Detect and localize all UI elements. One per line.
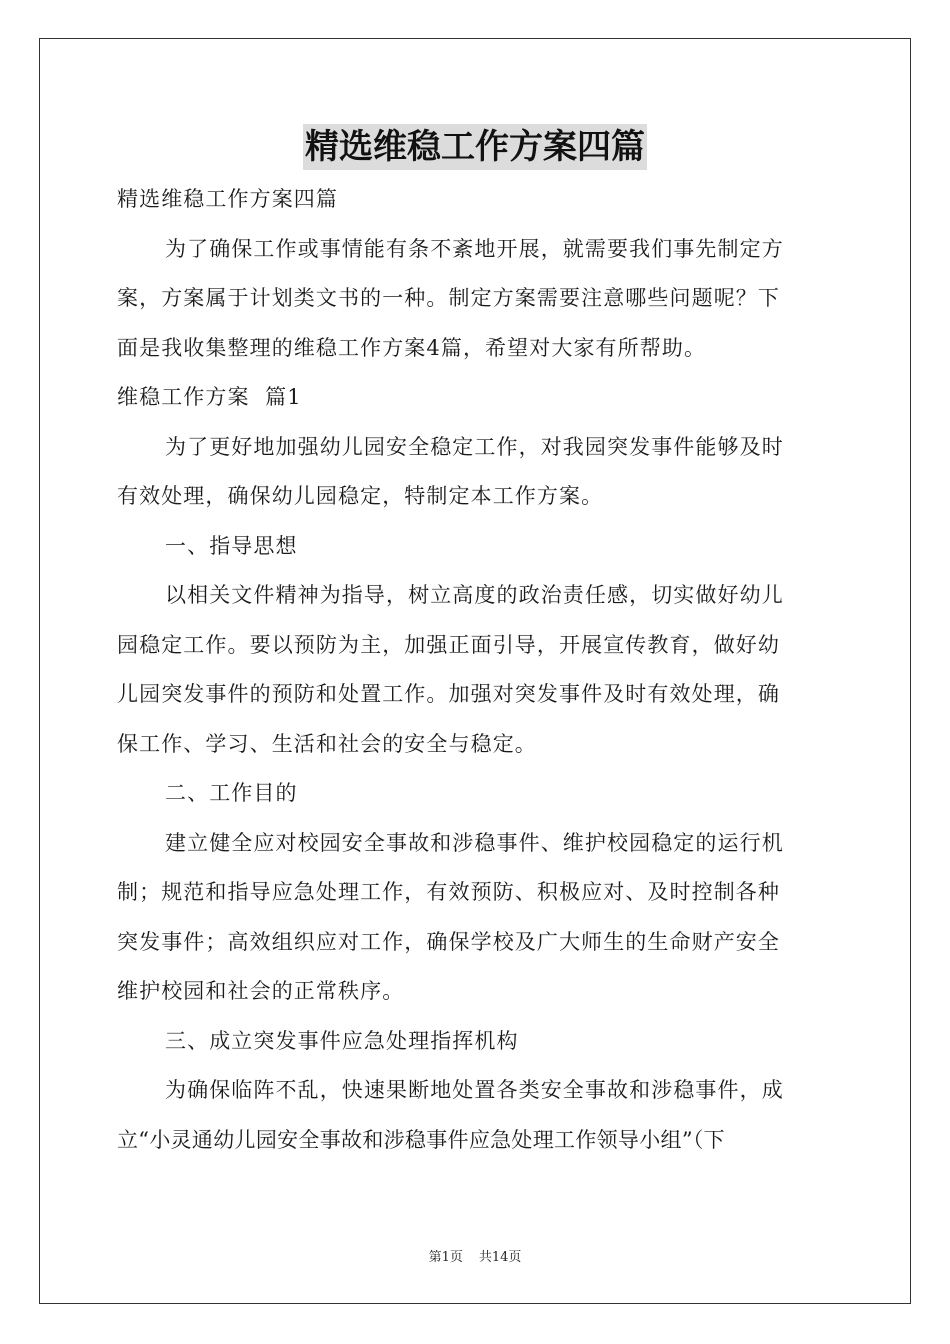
body-line: 面是我收集整理的维稳工作方案4篇，希望对大家有所帮助。 [117, 335, 707, 360]
page-total: 共14页 [478, 1250, 522, 1265]
page-number: 第1页 [428, 1250, 463, 1265]
body-line: 为确保临阵不乱，快速果断地处置各类安全事故和涉稳事件，成 [165, 1078, 784, 1102]
subsection-heading: 一、指导思想 [165, 533, 298, 558]
body-line: 立“小灵通幼儿园安全事故和涉稳事件应急处理工作领导小组”（下 [117, 1127, 725, 1152]
page-footer [0, 1246, 950, 1265]
subsection-heading: 三、成立突发事件应急处理指挥机构 [165, 1028, 519, 1053]
body-line: 有效处理，确保幼儿园稳定，特制定本工作方案。 [117, 484, 604, 508]
document-body [117, 175, 833, 1165]
body-line: 建立健全应对校园安全事故和涉稳事件、维护校园稳定的运行机 [165, 830, 784, 855]
body-line: 案，方案属于计划类文书的一种。制定方案需要注意哪些问题呢？下 [117, 286, 780, 310]
body-line: 以相关文件精神为指导，树立高度的政治责任感，切实做好幼儿 [165, 583, 784, 607]
body-line: 维护校园和社会的正常秩序。 [117, 979, 405, 1003]
body-line: 为了更好地加强幼儿园安全稳定工作，对我园突发事件能够及时 [165, 434, 784, 459]
body-line: 精选维稳工作方案四篇 [117, 187, 338, 211]
body-line: 制；规范和指导应急处理工作，有效预防、积极应对、及时控制各种 [117, 880, 780, 904]
subsection-heading: 二、工作目的 [165, 781, 298, 805]
title-container [0, 124, 950, 170]
document-title: 精选维稳工作方案四篇 [303, 124, 647, 170]
body-line: 儿园突发事件的预防和处置工作。加强对突发事件及时有效处理，确 [117, 682, 780, 706]
section-heading: 维稳工作方案 篇1 [117, 385, 302, 409]
body-line: 保工作、学习、生活和社会的安全与稳定。 [117, 731, 537, 756]
body-line: 突发事件；高效组织应对工作，确保学校及广大师生的生命财产安全 [117, 929, 780, 954]
body-line: 园稳定工作。要以预防为主，加强正面引导，开展宣传教育，做好幼 [117, 632, 780, 657]
body-line: 为了确保工作或事情能有条不紊地开展，就需要我们事先制定方 [165, 236, 784, 261]
